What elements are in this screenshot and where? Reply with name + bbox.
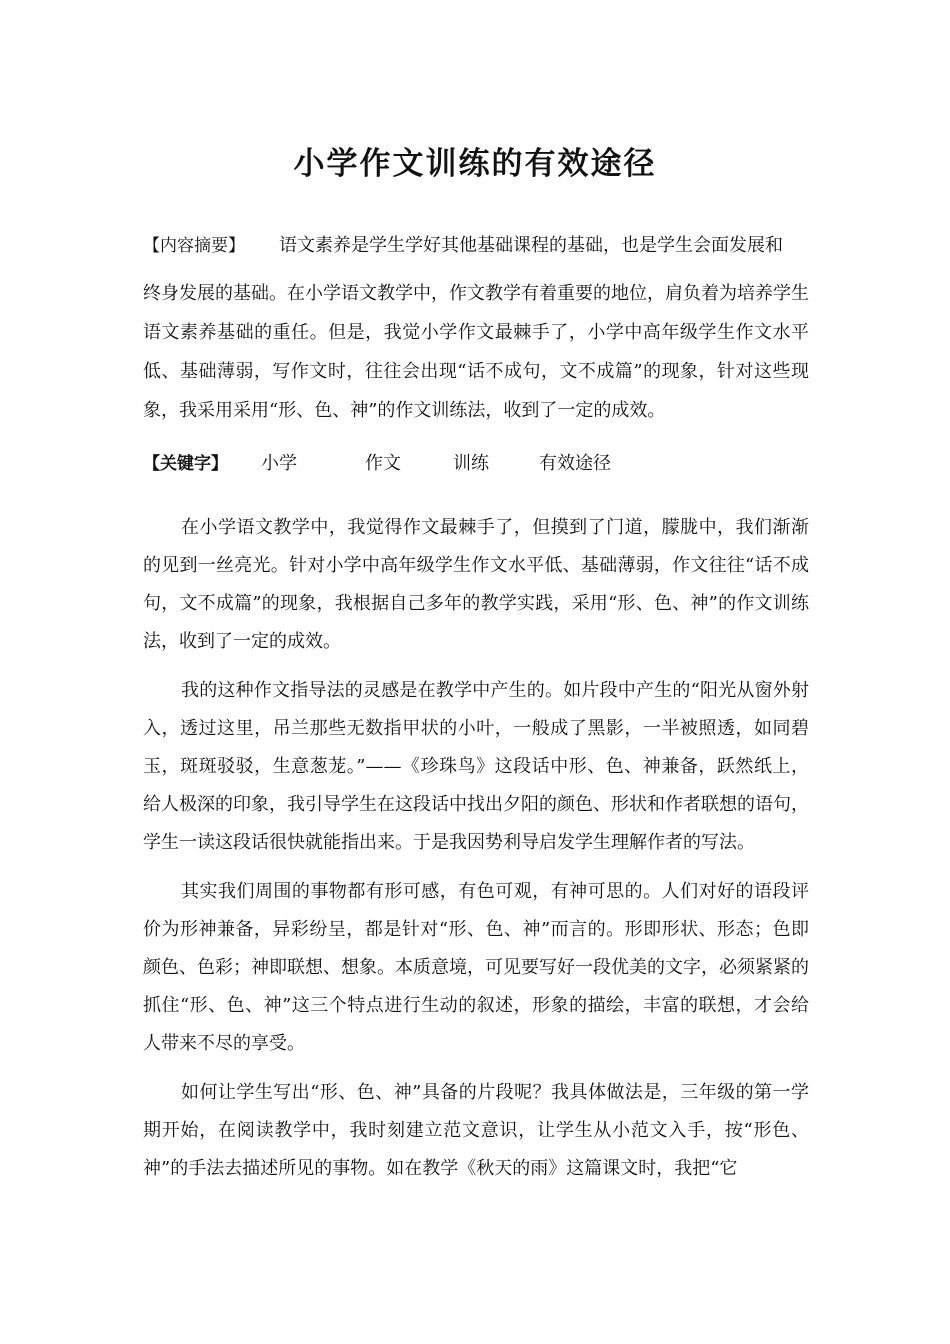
body-text <box>143 509 809 1199</box>
abstract-label: 【内容摘要】 <box>143 236 245 256</box>
paragraph: 在小学语文教学中，我觉得作文最棘手了，但摸到了门道，朦胧中，我们渐渐的见到一丝亮光。针对小学中高年级学生作文水平低、基础薄弱，作文往往“话不成句，文不成篇”的现象，我根据自己多年的教学实践，采用“形、色、神”的作文训练法，收到了一定的成效。 <box>143 517 809 652</box>
keyword-item: 作文 <box>365 453 401 474</box>
abstract-section <box>143 226 809 430</box>
keywords-label: 【关键字】 <box>143 454 228 474</box>
keyword-item: 小学 <box>261 453 297 474</box>
keywords-section <box>143 449 809 479</box>
abstract-first-line <box>143 226 809 266</box>
keyword-item: 有效途径 <box>539 453 611 474</box>
paragraph: 我的这种作文指导法的灵感是在教学中产生的。如片段中产生的“阳光从窗外射入，透过这里，吊兰那些无数指甲状的小叶，一般成了黑影，一半被照透，如同碧玉，斑斑驳驳，生意葱茏。”——《珍珠鸟》这段话中形、色、神兼备，跃然纸上，给人极深的印象，我引导学生在这段话中找出夕阳的颜色、形状和作者联想的语句，学生一读这段话很快就能指出来。于是我因势利导启发学生理解作者的写法。 <box>143 680 809 853</box>
keyword-item: 训练 <box>453 453 489 474</box>
paragraph: 如何让学生写出“形、色、神”具备的片段呢？我具体做法是，三年级的第一学期开始，在阅读教学中，我时刻建立范文意识，让学生从小范文入手，按“形色、神”的手法去描述所见的事物。如在教学《秋天的雨》这篇课文时，我把“它 <box>143 1082 809 1179</box>
abstract-first-text: 语文素养是学生学好其他基础课程的基础，也是学生会面发展和 <box>279 235 783 256</box>
abstract-text: 终身发展的基础。在小学语文教学中，作文教学有着重要的地位，肩负着为培养学生语文素养基础的重任。但是，我觉小学作文最棘手了，小学中高年级学生作文水平低、基础薄弱，写作文时，往往会出现“话不成句，文不成篇”的现象，针对这些现象，我采用采用“形、色、神”的作文训练法，收到了一定的成效。 <box>143 283 809 421</box>
paragraph: 其实我们周围的事物都有形可感，有色可观，有神可思的。人们对好的语段评价为形神兼备，异彩纷呈，都是针对“形、色、神”而言的。形即形状、形态；色即颜色、色彩；神即联想、想象。本质意境，可见要写好一段优美的文字，必须紧紧的抓住“形、色、神”这三个特点进行生动的叙述，形象的描绘，丰富的联想，才会给人带来不尽的享受。 <box>143 881 809 1054</box>
document-title: 小学作文训练的有效途径 <box>293 146 657 182</box>
